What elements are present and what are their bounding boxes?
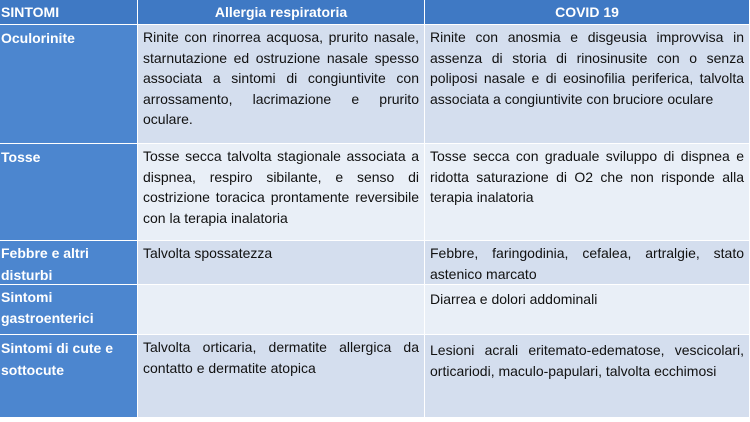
- row-label: Febbre e altri disturbi: [0, 241, 138, 285]
- header-sintomi: SINTOMI: [0, 0, 138, 25]
- allergia-cell: Talvolta spossatezza: [138, 241, 425, 285]
- covid-cell: Rinite con anosmia e disgeusia improvvisa in assenza di storia di rinosinusite con o senza poliposi nasale e di eosinofilia periferica, talvolta associata a congiuntivite con bruciore oculare: [425, 25, 750, 144]
- header-covid-19: COVID 19: [425, 0, 750, 25]
- row-label: Sintomi gastroenterici: [0, 285, 138, 335]
- covid-cell: Tosse secca con graduale sviluppo di dispnea e ridotta saturazione di O2 che non risponde alla terapia inalatoria: [425, 144, 750, 241]
- table-row: [0, 144, 750, 241]
- covid-cell: Lesioni acrali eritemato-edematose, vescicolari, orticariodi, maculo-papulari, talvolta ecchimosi: [425, 335, 750, 418]
- table-row: [0, 241, 750, 285]
- table-row: [0, 335, 750, 418]
- covid-cell: Febbre, faringodinia, cefalea, artralgie, stato astenico marcato: [425, 241, 750, 285]
- header-row: [0, 0, 750, 25]
- allergia-cell: Tosse secca talvolta stagionale associata a dispnea, respiro sibilante, e senso di costrizione toracica prontamente reversibile con la terapia inalatoria: [138, 144, 425, 241]
- table-row: [0, 285, 750, 335]
- header-allergia-respiratoria: Allergia respiratoria: [138, 0, 425, 25]
- row-label: Sintomi di cute e sottocute: [0, 335, 138, 418]
- covid-cell: Diarrea e dolori addominali: [425, 285, 750, 335]
- allergia-cell: Rinite con rinorrea acquosa, prurito nasale, starnutazione ed ostruzione nasale spesso associata a sintomi di congiuntivite con arrossamento, lacrimazione e prurito oculare.: [138, 25, 425, 144]
- allergia-cell: Talvolta orticaria, dermatite allergica da contatto e dermatite atopica: [138, 335, 425, 418]
- table-row: [0, 25, 750, 144]
- allergia-cell: [138, 285, 425, 335]
- row-label: Oculorinite: [0, 25, 138, 144]
- row-label: Tosse: [0, 144, 138, 241]
